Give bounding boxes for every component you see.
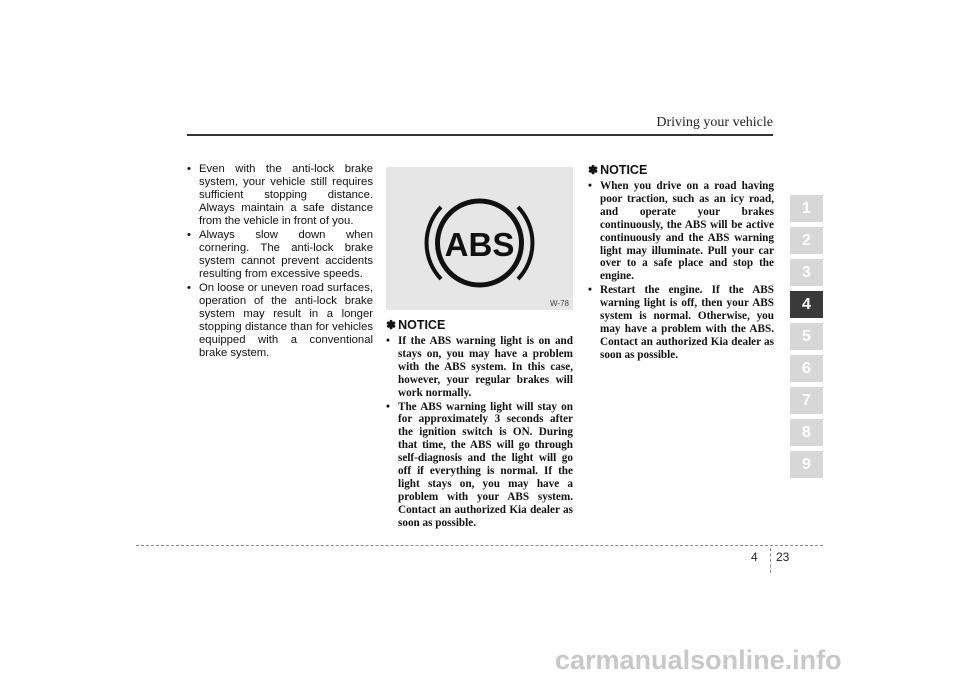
list-item: • On loose or uneven road surfaces, operation of the anti-lock brake system may result in a longer stopping distance than for vehicles equipped with a conventional brake system.	[187, 282, 373, 360]
chapter-tab-1[interactable]: 1	[790, 195, 823, 222]
list-item: • Even with the anti-lock brake system, your vehicle still requires sufficient stopping distance. Always maintain a safe distance from the vehicle in front of you.	[187, 163, 373, 228]
chapter-tab-9[interactable]: 9	[790, 451, 823, 478]
notice-title: NOTICE	[398, 318, 446, 332]
notice-list	[588, 180, 774, 362]
notice-title: NOTICE	[600, 163, 648, 177]
watermark: carmanualsonline.info	[555, 645, 842, 675]
footer-divider	[136, 545, 823, 546]
notice-asterisk-icon: ✽	[588, 163, 599, 177]
chapter-tabs	[790, 195, 823, 483]
header-divider	[187, 134, 773, 136]
list-item: • Always slow down when cornering. The anti-lock brake system cannot prevent accidents resulting from excessive speeds.	[187, 229, 373, 281]
chapter-tab-8[interactable]: 8	[790, 419, 823, 446]
footer-separator	[770, 548, 771, 573]
right-column	[588, 163, 774, 363]
caution-list	[187, 163, 373, 360]
notice-heading	[386, 318, 573, 332]
chapter-tab-5[interactable]: 5	[790, 323, 823, 350]
notice-heading	[588, 163, 774, 177]
middle-notice	[386, 318, 573, 530]
list-item: • If the ABS warning light is on and stays on, you may have a problem with the ABS system. In this case, however, your regular brakes will work normally.	[386, 335, 573, 400]
abs-figure	[386, 167, 573, 310]
page-number: 23	[776, 550, 790, 564]
chapter-tab-2[interactable]: 2	[790, 227, 823, 254]
chapter-tab-6[interactable]: 6	[790, 355, 823, 382]
list-item: • The ABS warning light will stay on for approximately 3 seconds after the ignition switch is ON. During that time, the ABS will go through self-diagnosis and the light will go off if everything is normal. If the light stays on, you may have a problem with your ABS system. Contact an authorized Kia dealer as soon as possible.	[386, 401, 573, 530]
section-title: Driving your vehicle	[656, 115, 773, 130]
chapter-tab-3[interactable]: 3	[790, 259, 823, 286]
notice-asterisk-icon: ✽	[386, 318, 397, 332]
list-item: • Restart the engine. If the ABS warning light is off, then your ABS system is normal. Otherwise, you may have a problem with the ABS. Contact an authorized Kia dealer as soon as possible.	[588, 284, 774, 361]
chapter-tab-4[interactable]: 4	[790, 291, 823, 318]
notice-list	[386, 335, 573, 530]
chapter-tab-7[interactable]: 7	[790, 387, 823, 414]
page-chapter-number: 4	[751, 550, 758, 564]
figure-code: W-78	[550, 299, 569, 308]
middle-column	[386, 163, 573, 531]
list-item: • When you drive on a road having poor traction, such as an icy road, and operate your brakes continuously, the ABS will be active continuously and the ABS warning light may illuminate. Pull your car over to a safe place and stop the engine.	[588, 180, 774, 283]
abs-label: ABS	[444, 226, 515, 263]
left-column	[187, 163, 373, 361]
abs-warning-light-icon	[386, 167, 573, 310]
